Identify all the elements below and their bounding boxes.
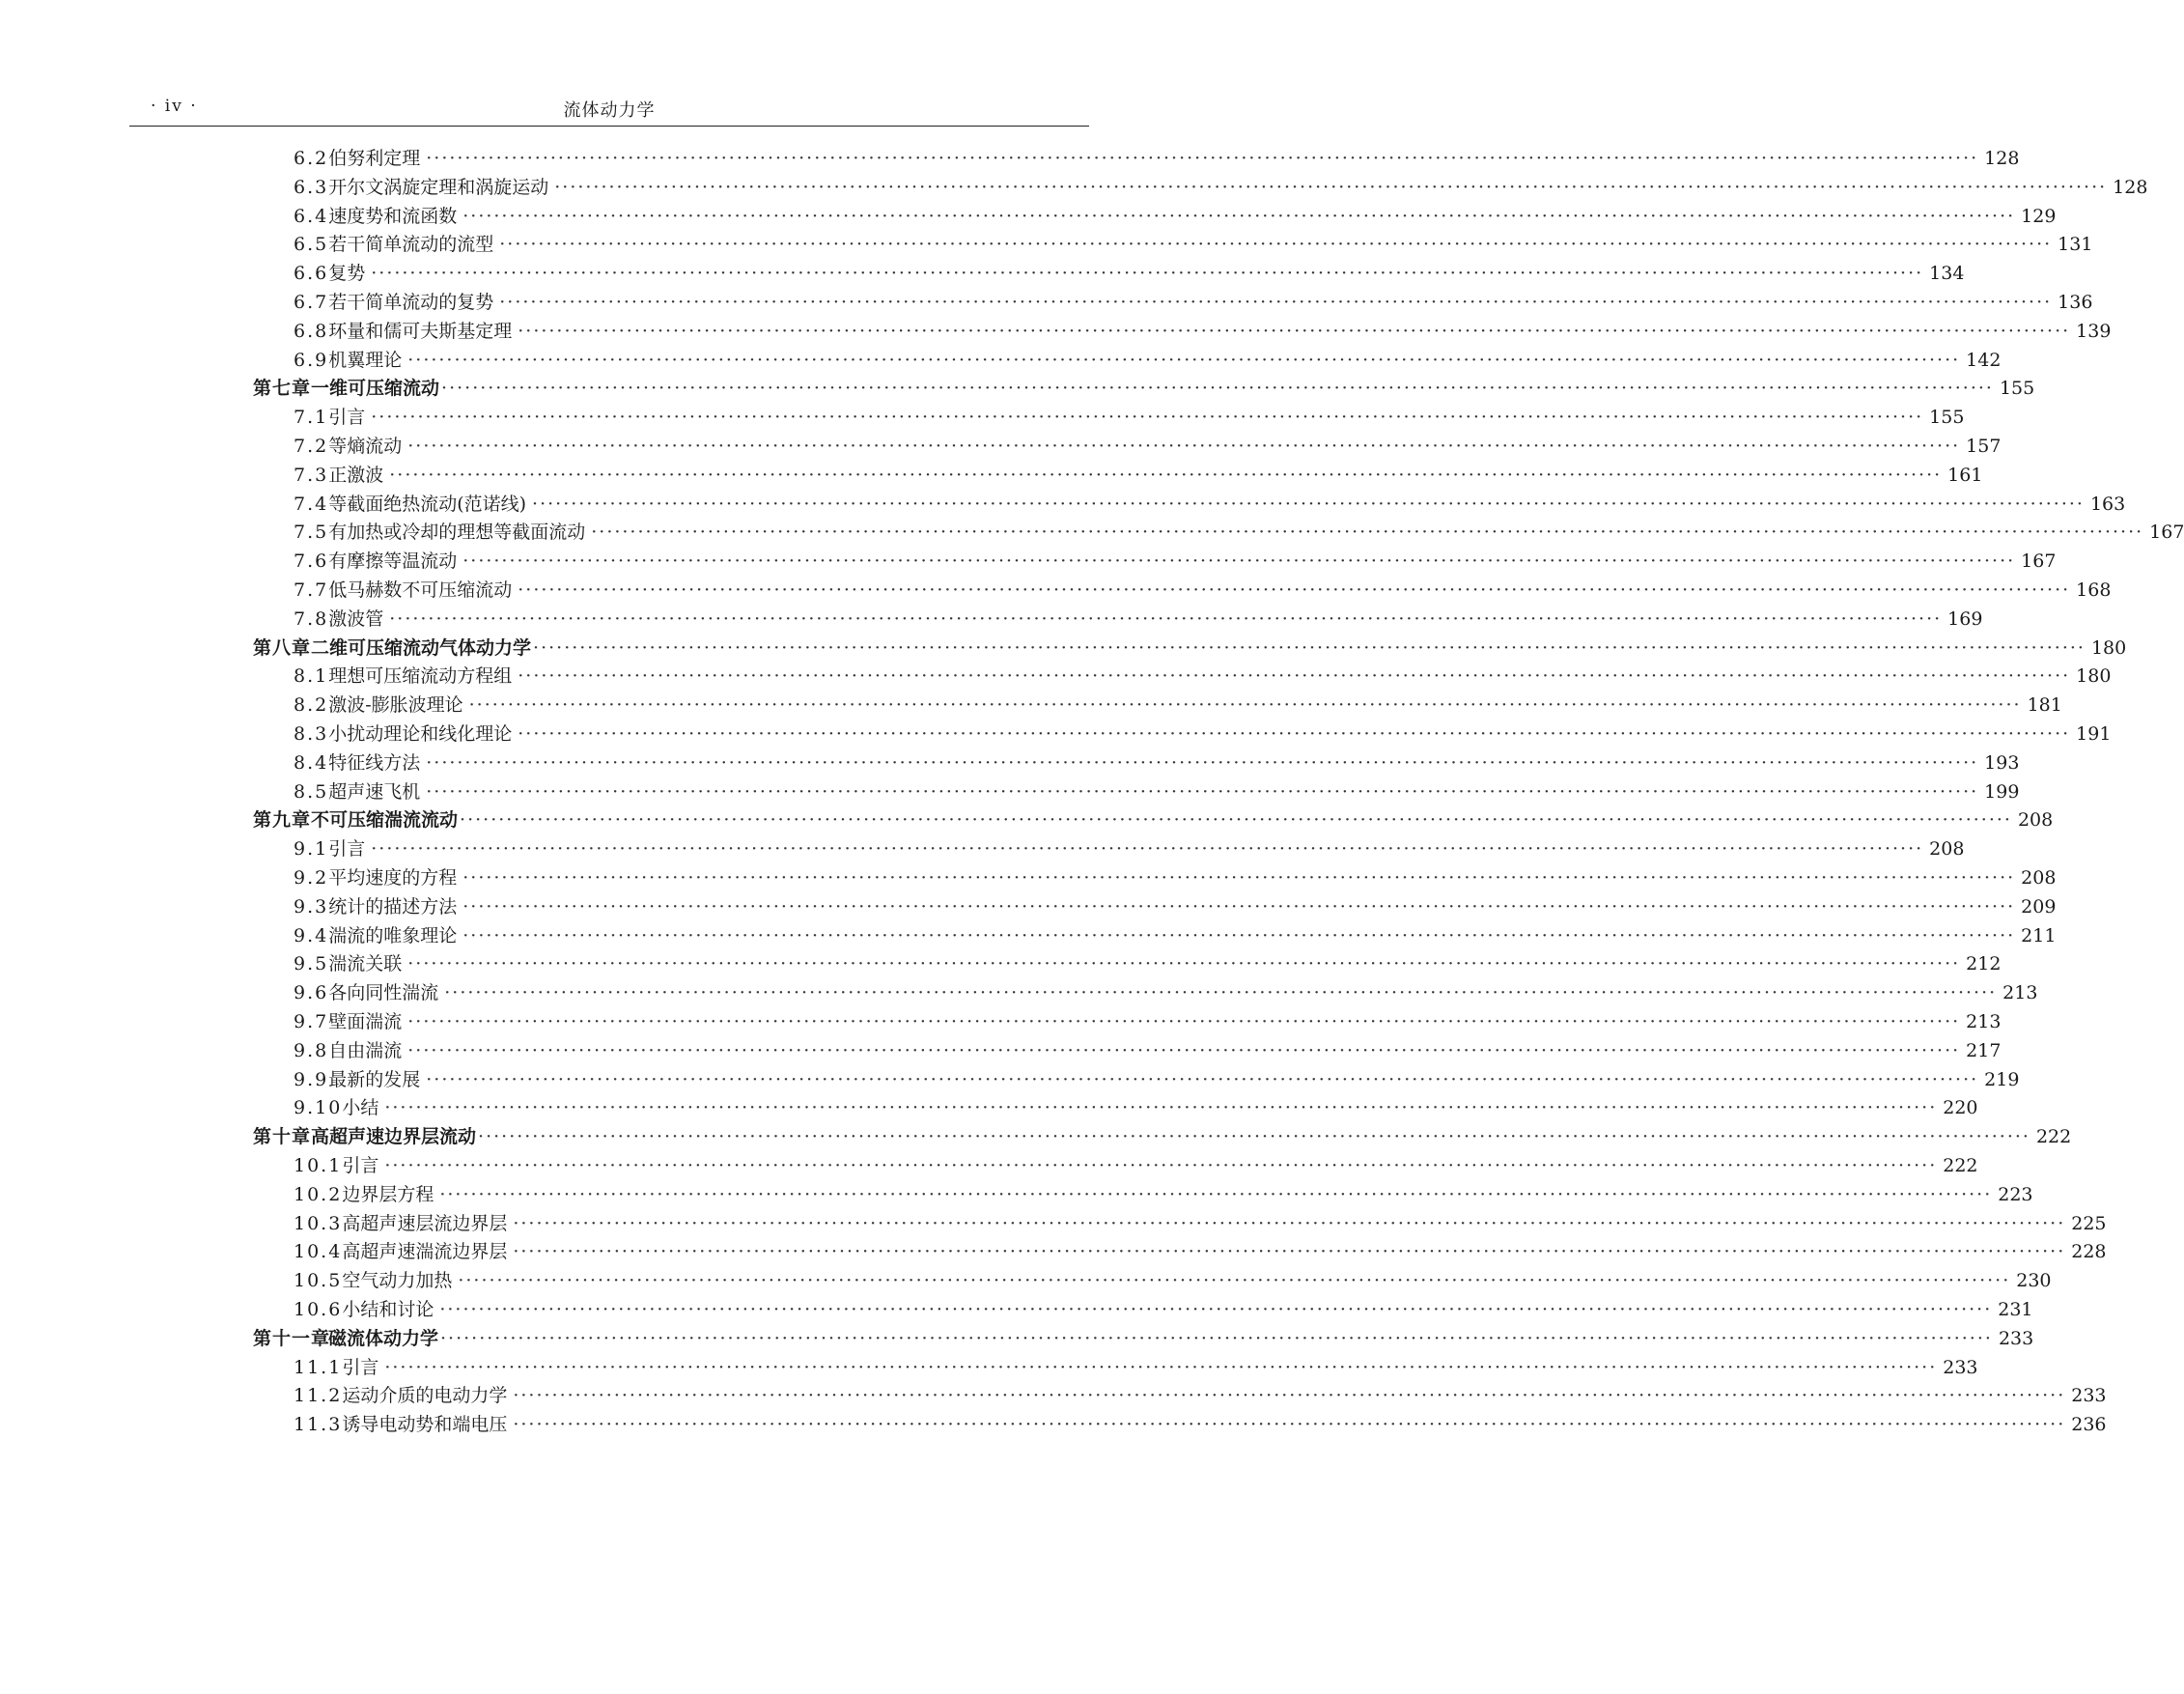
toc-entry-title: 引言 bbox=[328, 838, 366, 861]
toc-chapter-row bbox=[253, 1122, 2072, 1151]
dot-leader: ········································································································································································································ bbox=[439, 1299, 1993, 1320]
toc-section-row bbox=[294, 834, 1965, 863]
toc-entry-title: 不可压缩湍流流动 bbox=[311, 809, 459, 832]
toc-entry-page: 212 bbox=[1966, 953, 2002, 975]
dot-leader: ········································································································································································································ bbox=[460, 809, 2012, 832]
dot-leader: ········································································································································································································ bbox=[407, 1011, 1961, 1032]
toc-entry-page: 217 bbox=[1966, 1039, 2002, 1061]
toc-entry-number: 7.2 bbox=[294, 436, 329, 457]
toc-entry-title: 有加热或冷却的理想等截面流动 bbox=[328, 522, 586, 544]
toc-entry-number: 11.3 bbox=[294, 1414, 343, 1436]
toc-entry-number: 9.4 bbox=[294, 924, 329, 946]
toc-section-row bbox=[294, 403, 1965, 432]
toc-entry-number: 10.3 bbox=[294, 1212, 343, 1234]
dot-leader: ········································································································································································································ bbox=[513, 1212, 2066, 1234]
toc-entry-page: 233 bbox=[1998, 1327, 2034, 1349]
toc-chapter-row bbox=[253, 634, 2127, 663]
toc-entry-page: 225 bbox=[2071, 1212, 2107, 1234]
dot-leader: ········································································································································································································ bbox=[462, 867, 2016, 889]
dot-leader: ········································································································································································································ bbox=[554, 176, 2108, 198]
toc-entry-title: 低马赫数不可压缩流动 bbox=[328, 579, 513, 601]
toc-entry-page: 169 bbox=[1947, 607, 1983, 630]
toc-entry-number: 第十章 bbox=[253, 1126, 312, 1148]
dot-leader: ········································································································································································································ bbox=[462, 895, 2016, 918]
toc-entry-number: 7.7 bbox=[294, 579, 329, 601]
toc-section-row bbox=[294, 259, 1965, 288]
toc-section-row bbox=[294, 777, 2020, 806]
toc-entry-page: 161 bbox=[1947, 464, 1983, 486]
toc-entry-title: 边界层方程 bbox=[342, 1183, 434, 1205]
dot-leader: ········································································································································································································ bbox=[468, 694, 2022, 717]
toc-entry-page: 136 bbox=[2058, 292, 2093, 313]
toc-entry-number: 7.1 bbox=[294, 407, 329, 429]
toc-section-row bbox=[294, 949, 2002, 978]
toc-entry-page: 157 bbox=[1966, 436, 2002, 457]
toc-entry-title: 高超声速层流边界层 bbox=[342, 1212, 508, 1234]
toc-section-row bbox=[294, 921, 2057, 950]
toc-entry-title: 若干简单流动的复势 bbox=[328, 292, 494, 313]
toc-entry-number: 6.9 bbox=[294, 349, 329, 371]
toc-section-row bbox=[294, 202, 2057, 231]
dot-leader: ········································································································································································································ bbox=[518, 665, 2071, 688]
toc-entry-title: 特征线方法 bbox=[328, 751, 421, 774]
dot-leader: ········································································································································································································ bbox=[384, 1356, 1938, 1378]
toc-section-row bbox=[294, 1353, 1978, 1382]
toc-entry-title: 机翼理论 bbox=[328, 349, 403, 371]
dot-leader: ········································································································································································································ bbox=[462, 205, 2016, 227]
toc-section-row bbox=[294, 1266, 2052, 1295]
toc-entry-number: 9.1 bbox=[294, 838, 329, 861]
toc-entry-number: 9.10 bbox=[294, 1097, 343, 1119]
toc-section-row bbox=[294, 1151, 1978, 1180]
toc-section-row bbox=[294, 978, 2038, 1007]
toc-entry-page: 222 bbox=[1943, 1155, 1978, 1176]
toc-entry-number: 6.4 bbox=[294, 205, 329, 227]
toc-entry-page: 231 bbox=[1998, 1299, 2033, 1320]
toc-entry-number: 11.1 bbox=[294, 1356, 343, 1378]
toc-entry-page: 167 bbox=[2149, 522, 2184, 544]
toc-section-row bbox=[294, 547, 2057, 576]
dot-leader: ········································································································································································································ bbox=[440, 1327, 1993, 1349]
toc-entry-title: 运动介质的电动力学 bbox=[342, 1385, 508, 1407]
toc-section-row bbox=[294, 576, 2112, 605]
toc-entry-number: 第十一章 bbox=[253, 1327, 331, 1349]
toc-entry-number: 9.6 bbox=[294, 982, 329, 1004]
toc-entry-page: 230 bbox=[2016, 1270, 2052, 1292]
toc-entry-number: 10.6 bbox=[294, 1299, 343, 1320]
toc-section-row bbox=[294, 1237, 2107, 1266]
toc-entry-page: 209 bbox=[2021, 895, 2057, 918]
dot-leader: ········································································································································································································ bbox=[389, 607, 1943, 630]
toc-section-row bbox=[294, 1180, 2033, 1209]
toc-entry-page: 168 bbox=[2076, 579, 2112, 601]
toc-entry-page: 219 bbox=[1984, 1068, 2020, 1090]
dot-leader: ········································································································································································································ bbox=[407, 953, 1961, 975]
toc-entry-number: 6.6 bbox=[294, 263, 329, 285]
toc-entry-number: 9.8 bbox=[294, 1039, 329, 1061]
toc-entry-page: 180 bbox=[2090, 636, 2127, 659]
toc-section-row bbox=[294, 230, 2093, 259]
dot-leader: ········································································································································································································ bbox=[407, 349, 1961, 371]
toc-entry-number: 11.2 bbox=[294, 1385, 343, 1407]
toc-entry-title: 平均速度的方程 bbox=[328, 867, 458, 889]
toc-entry-title: 高超声速边界层流动 bbox=[311, 1126, 477, 1148]
toc-section-row bbox=[294, 1065, 2020, 1094]
toc-entry-page: 208 bbox=[1929, 838, 1965, 861]
dot-leader: ········································································································································································································ bbox=[384, 1155, 1938, 1176]
toc-entry-page: 129 bbox=[2021, 205, 2057, 227]
toc-entry-page: 222 bbox=[2035, 1126, 2072, 1148]
toc-entry-page: 213 bbox=[1966, 1011, 2002, 1032]
dot-leader: ········································································································································································································ bbox=[518, 579, 2071, 601]
toc-entry-title: 磁流体动力学 bbox=[328, 1327, 439, 1349]
toc-entry-page: 155 bbox=[1929, 407, 1965, 429]
toc-section-row bbox=[294, 662, 2112, 691]
dot-leader: ········································································································································································································ bbox=[407, 1039, 1961, 1061]
toc-entry-page: 131 bbox=[2058, 234, 2093, 256]
toc-entry-number: 6.3 bbox=[294, 176, 329, 198]
dot-leader: ········································································································································································································ bbox=[426, 751, 1979, 774]
toc-entry-number: 6.2 bbox=[294, 148, 329, 169]
toc-section-row bbox=[294, 317, 2112, 346]
toc-entry-title: 自由湍流 bbox=[328, 1039, 403, 1061]
toc-section-row bbox=[294, 1410, 2107, 1439]
dot-leader: ········································································································································································································ bbox=[439, 1183, 1993, 1205]
toc-entry-page: 181 bbox=[2027, 694, 2062, 717]
running-header bbox=[129, 93, 1089, 127]
toc-entry-title: 引言 bbox=[342, 1356, 379, 1378]
toc-entry-number: 8.2 bbox=[294, 694, 329, 717]
toc-entry-number: 7.6 bbox=[294, 551, 329, 573]
toc-entry-title: 激波-膨胀波理论 bbox=[328, 694, 463, 717]
dot-leader: ········································································································································································································ bbox=[444, 982, 1998, 1004]
page-number: · iv · bbox=[151, 97, 198, 116]
dot-leader: ········································································································································································································ bbox=[513, 1241, 2066, 1263]
toc-entry-title: 小结和讨论 bbox=[342, 1299, 434, 1320]
toc-entry-number: 10.4 bbox=[294, 1241, 343, 1263]
toc-section-row bbox=[294, 432, 2002, 461]
dot-leader: ········································································································································································································ bbox=[499, 234, 2053, 256]
toc-entry-title: 引言 bbox=[328, 407, 366, 429]
toc-entry-page: 163 bbox=[2089, 493, 2126, 515]
toc-entry-number: 第九章 bbox=[253, 809, 312, 832]
dot-leader: ········································································································································································································ bbox=[532, 493, 2085, 515]
dot-leader: ········································································································································································································ bbox=[426, 1068, 1979, 1090]
toc-entry-number: 7.4 bbox=[294, 493, 329, 515]
toc-section-row bbox=[294, 748, 2020, 777]
toc-entry-page: 199 bbox=[1984, 780, 2020, 803]
toc-entry-title: 高超声速湍流边界层 bbox=[342, 1241, 508, 1263]
toc-entry-page: 223 bbox=[1998, 1183, 2033, 1205]
dot-leader: ········································································································································································································ bbox=[384, 1097, 1938, 1119]
toc-entry-title: 湍流关联 bbox=[328, 953, 403, 975]
toc-entry-number: 6.7 bbox=[294, 292, 329, 313]
toc-section-row bbox=[294, 461, 1983, 490]
dot-leader: ········································································································································································································ bbox=[371, 838, 1924, 861]
dot-leader: ········································································································································································································ bbox=[478, 1126, 2030, 1148]
toc-entry-title: 理想可压缩流动方程组 bbox=[328, 665, 513, 688]
toc-entry-title: 速度势和流函数 bbox=[328, 205, 458, 227]
toc-entry-number: 8.3 bbox=[294, 723, 329, 745]
toc-entry-number: 第八章 bbox=[253, 636, 312, 659]
toc-entry-title: 小扰动理论和线化理论 bbox=[328, 723, 513, 745]
toc-entry-title: 各向同性湍流 bbox=[328, 982, 439, 1004]
toc-entry-title: 有摩擦等温流动 bbox=[328, 551, 458, 573]
toc-entry-title: 引言 bbox=[342, 1155, 379, 1176]
toc-section-row bbox=[294, 1295, 2033, 1324]
toc-entry-page: 128 bbox=[1984, 148, 2020, 169]
toc-section-row bbox=[294, 288, 2093, 317]
toc-entry-page: 193 bbox=[1984, 751, 2020, 774]
toc-entry-page: 142 bbox=[1966, 349, 2002, 371]
toc-entry-page: 213 bbox=[2002, 982, 2038, 1004]
toc-entry-page: 233 bbox=[2071, 1385, 2107, 1407]
toc-entry-title: 若干简单流动的流型 bbox=[328, 234, 494, 256]
dot-leader: ········································································································································································································ bbox=[371, 407, 1924, 429]
dot-leader: ········································································································································································································ bbox=[462, 924, 2016, 946]
toc-entry-number: 10.2 bbox=[294, 1183, 343, 1205]
toc-section-row bbox=[294, 518, 2184, 547]
toc-entry-title: 超声速飞机 bbox=[328, 780, 421, 803]
toc-entry-page: 208 bbox=[2021, 867, 2057, 889]
toc-entry-page: 233 bbox=[1943, 1356, 1978, 1378]
toc-section-row bbox=[294, 1381, 2107, 1410]
toc-entry-number: 6.8 bbox=[294, 320, 329, 342]
toc-entry-number: 9.3 bbox=[294, 895, 329, 918]
toc-section-row bbox=[294, 346, 2002, 375]
toc-entry-title: 空气动力加热 bbox=[342, 1270, 453, 1292]
toc-entry-number: 9.9 bbox=[294, 1068, 329, 1090]
toc-entry-title: 一维可压缩流动 bbox=[311, 378, 440, 400]
toc-section-row bbox=[294, 490, 2126, 519]
toc-entry-page: 236 bbox=[2071, 1414, 2107, 1436]
toc-section-row bbox=[294, 1093, 1978, 1122]
toc-entry-title: 开尔文涡旋定理和涡旋运动 bbox=[328, 176, 549, 198]
toc-section-row bbox=[294, 1036, 2002, 1065]
toc-section-row bbox=[294, 1209, 2107, 1238]
toc-entry-number: 7.3 bbox=[294, 464, 329, 486]
toc-section-row bbox=[294, 863, 2057, 892]
toc-entry-number: 8.5 bbox=[294, 780, 329, 803]
toc-entry-title: 复势 bbox=[328, 263, 366, 285]
dot-leader: ········································································································································································································ bbox=[458, 1270, 2011, 1292]
toc-entry-title: 最新的发展 bbox=[328, 1068, 421, 1090]
dot-leader: ········································································································································································································ bbox=[513, 1385, 2066, 1407]
toc-entry-title: 二维可压缩流动气体动力学 bbox=[311, 636, 532, 659]
dot-leader: ········································································································································································································ bbox=[513, 1414, 2066, 1436]
toc-entry-title: 诱导电动势和端电压 bbox=[342, 1414, 508, 1436]
toc-entry-page: 155 bbox=[1999, 378, 2035, 400]
toc-entry-page: 139 bbox=[2076, 320, 2112, 342]
book-title: 流体动力学 bbox=[563, 100, 656, 121]
toc-entry-number: 8.4 bbox=[294, 751, 329, 774]
toc-entry-page: 220 bbox=[1943, 1097, 1978, 1119]
toc-entry-number: 第七章 bbox=[253, 378, 312, 400]
toc-chapter-row bbox=[253, 805, 2054, 834]
toc-chapter-row bbox=[253, 1324, 2034, 1353]
toc-entry-page: 211 bbox=[2021, 924, 2057, 946]
toc-entry-page: 208 bbox=[2017, 809, 2054, 832]
dot-leader: ········································································································································································································ bbox=[426, 780, 1979, 803]
toc-chapter-row bbox=[253, 374, 2035, 403]
toc-entry-number: 9.5 bbox=[294, 953, 329, 975]
toc-entry-number: 10.1 bbox=[294, 1155, 343, 1176]
toc-entry-page: 167 bbox=[2021, 551, 2057, 573]
toc-section-row bbox=[294, 605, 1983, 634]
dot-leader: ········································································································································································································ bbox=[533, 636, 2086, 659]
toc-entry-title: 小结 bbox=[342, 1097, 379, 1119]
toc-entry-number: 8.1 bbox=[294, 665, 329, 688]
toc-section-row bbox=[294, 720, 2112, 748]
dot-leader: ········································································································································································································ bbox=[389, 464, 1943, 486]
toc-entry-page: 228 bbox=[2071, 1241, 2107, 1263]
toc-entry-page: 191 bbox=[2076, 723, 2112, 745]
toc-entry-title: 壁面湍流 bbox=[328, 1011, 403, 1032]
toc-entry-title: 环量和儒可夫斯基定理 bbox=[328, 320, 513, 342]
toc-entry-page: 134 bbox=[1929, 263, 1965, 285]
toc-entry-title: 正激波 bbox=[328, 464, 384, 486]
toc-entry-title: 激波管 bbox=[328, 607, 384, 630]
toc-entry-page: 128 bbox=[2113, 176, 2148, 198]
toc-entry-number: 7.5 bbox=[294, 522, 329, 544]
toc-entry-number: 10.5 bbox=[294, 1270, 343, 1292]
toc-entry-number: 6.5 bbox=[294, 234, 329, 256]
toc-entry-title: 等截面绝热流动(范诺线) bbox=[328, 493, 527, 515]
toc-entry-title: 等熵流动 bbox=[328, 436, 403, 457]
dot-leader: ········································································································································································································ bbox=[426, 148, 1979, 169]
toc-entry-title: 湍流的唯象理论 bbox=[328, 924, 458, 946]
dot-leader: ········································································································································································································ bbox=[407, 436, 1961, 457]
toc-section-row bbox=[294, 892, 2057, 921]
toc-entry-title: 统计的描述方法 bbox=[328, 895, 458, 918]
dot-leader: ········································································································································································································ bbox=[462, 551, 2016, 573]
toc-section-row bbox=[294, 691, 2062, 720]
toc-entry-title: 伯努利定理 bbox=[328, 148, 421, 169]
dot-leader: ········································································································································································································ bbox=[499, 292, 2053, 313]
dot-leader: ········································································································································································································ bbox=[518, 320, 2071, 342]
dot-leader: ········································································································································································································ bbox=[591, 522, 2144, 544]
toc-entry-number: 7.8 bbox=[294, 607, 329, 630]
toc-section-row bbox=[294, 1007, 2002, 1036]
toc-entry-page: 180 bbox=[2076, 665, 2112, 688]
dot-leader: ········································································································································································································ bbox=[441, 378, 1994, 400]
dot-leader: ········································································································································································································ bbox=[371, 263, 1924, 285]
toc-entry-number: 9.2 bbox=[294, 867, 329, 889]
toc-section-row bbox=[294, 144, 2020, 173]
toc-section-row bbox=[294, 173, 2148, 202]
toc-entry-number: 9.7 bbox=[294, 1011, 329, 1032]
dot-leader: ········································································································································································································ bbox=[518, 723, 2071, 745]
